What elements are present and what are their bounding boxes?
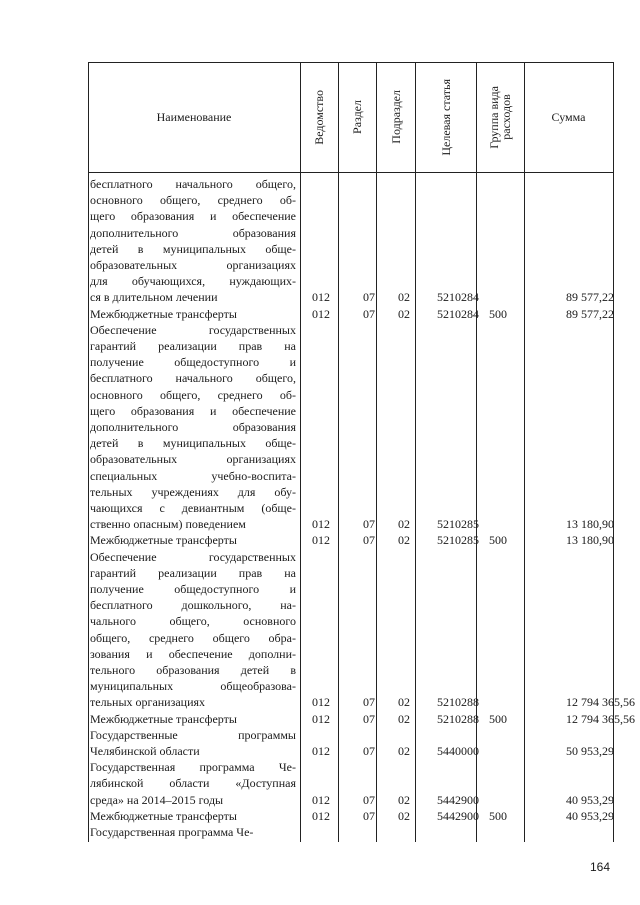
cell-celevaya: 5210285 <box>437 517 479 532</box>
row-name-line: ственно опасным) поведением <box>90 517 246 532</box>
row-name-line: Челябинской области <box>90 744 200 758</box>
cell-ved: 012 <box>312 711 330 726</box>
row-name-line: Межбюджетные трансферты <box>90 306 237 321</box>
cell-razdel: 07 <box>363 695 375 710</box>
row-name-line: Обеспечение государственных <box>90 549 296 564</box>
cell-gruppa: 500 <box>489 808 507 823</box>
row-name-line: основного общего, среднего об- <box>90 387 296 402</box>
cell-celevaya: 5210284 <box>437 306 479 321</box>
row-name-line: ся в длительном лечении <box>90 290 218 305</box>
row-name-line: тельных организациях <box>90 695 206 710</box>
row-name-line: бесплатного дошкольного, на- <box>90 598 296 613</box>
row-name-line: образовательных организациях <box>90 258 296 272</box>
header-name: Наименование <box>156 109 232 124</box>
row-name-line: тельных учреждениях для обу- <box>90 484 296 499</box>
row-name-line: зования и обеспечение дополни- <box>90 646 296 661</box>
cell-podrazdel: 02 <box>398 306 410 321</box>
cell-ved: 012 <box>312 533 330 548</box>
cell-razdel: 07 <box>363 517 375 532</box>
cell-gruppa: 500 <box>489 306 507 321</box>
row-name-line: чального общего, основного <box>90 614 296 629</box>
row-name-line: дополнительного образования <box>90 225 296 240</box>
cell-podrazdel: 02 <box>398 711 410 726</box>
row-name-line: Государственная программа Че- <box>90 760 296 775</box>
row-name-line: детей в муниципальных обще- <box>90 241 296 256</box>
row-name-line: получение общедоступного и <box>90 582 296 596</box>
row-name-line: образовательных организациях <box>90 452 296 467</box>
header-razdel: Раздел <box>350 100 364 134</box>
row-name-line: для обучающихся, нуждающих- <box>90 274 296 289</box>
cell-ved: 012 <box>312 808 330 823</box>
cell-summa: 40 953,29 <box>566 808 614 823</box>
cell-podrazdel: 02 <box>398 695 410 710</box>
cell-ved: 012 <box>312 695 330 710</box>
header-bottom-border <box>88 172 613 173</box>
row-name-line: основного общего, среднего об- <box>90 193 296 208</box>
row-name-line: щего образования и обеспечение <box>90 403 296 418</box>
header-ved: Ведомство <box>312 89 326 145</box>
budget-table <box>88 62 635 842</box>
header-gruppa: Группа вида расходов <box>487 85 513 149</box>
row-name-line: специальных учебно-воспита- <box>90 468 296 483</box>
cell-razdel: 07 <box>363 792 375 807</box>
row-name-line: тельного образования детей в <box>90 663 296 677</box>
row-name-line: гарантий реализации прав на <box>90 565 296 580</box>
row-name-line: бесплатного начального общего, <box>90 371 296 386</box>
cell-ved: 012 <box>312 290 330 305</box>
cell-podrazdel: 02 <box>398 744 410 758</box>
cell-summa: 12 794 365,56 <box>566 695 635 710</box>
cell-celevaya: 5440000 <box>437 744 479 758</box>
header-podrazdel: Подраздел <box>388 90 403 144</box>
cell-summa: 13 180,90 <box>566 517 614 532</box>
page-number: 164 <box>590 860 611 874</box>
cell-celevaya: 5210288 <box>437 711 479 726</box>
row-name-line: щего образования и обеспечение <box>90 209 296 224</box>
row-name-line: Обеспечение государственных <box>90 322 296 337</box>
cell-gruppa: 500 <box>489 711 507 726</box>
cell-summa: 89 577,22 <box>566 306 614 321</box>
cell-razdel: 07 <box>363 808 375 823</box>
cell-summa: 12 794 365,56 <box>566 711 635 726</box>
col-divider <box>338 62 339 842</box>
col-divider <box>415 62 416 842</box>
cell-podrazdel: 02 <box>398 792 410 807</box>
row-name-line: бесплатного начального общего, <box>90 177 296 191</box>
cell-summa: 89 577,22 <box>566 290 614 305</box>
cell-ved: 012 <box>312 517 330 532</box>
row-name-line: Государственные программы <box>90 727 296 742</box>
row-name-line: Межбюджетные трансферты <box>90 808 237 823</box>
col-divider <box>524 62 525 842</box>
cell-ved: 012 <box>312 744 330 758</box>
cell-ved: 012 <box>312 306 330 321</box>
cell-razdel: 07 <box>363 290 375 305</box>
cell-celevaya: 5210285 <box>437 533 479 548</box>
header-summa: Сумма <box>551 109 586 124</box>
row-name-line: лябинской области «Доступная <box>90 776 296 791</box>
cell-summa <box>566 824 610 840</box>
row-name-line: Межбюджетные трансферты <box>90 533 237 548</box>
row-name-line: детей в муниципальных обще- <box>90 436 296 451</box>
cell-celevaya: 5442900 <box>437 808 479 823</box>
cell-razdel: 07 <box>363 744 375 758</box>
row-name-line: дополнительного образования <box>90 420 296 434</box>
col-divider <box>376 62 377 842</box>
col-divider <box>300 62 301 842</box>
cell-razdel: 07 <box>363 711 375 726</box>
cell-celevaya: 5210284 <box>437 290 479 305</box>
cell-summa: 50 953,29 <box>566 744 614 758</box>
col-divider <box>88 62 89 842</box>
row-name-line: Межбюджетные трансферты <box>90 711 237 726</box>
row-name-line: муниципальных общеобразова- <box>90 679 296 694</box>
row-name-line: получение общедоступного и <box>90 355 296 370</box>
cell-podrazdel: 02 <box>398 290 410 305</box>
header-celevaya: Целевая статья <box>438 78 453 156</box>
cell-summa: 40 953,29 <box>566 792 614 807</box>
cell-podrazdel: 02 <box>398 517 410 532</box>
row-name-line: общего, среднего общего обра- <box>90 630 296 645</box>
row-name-line: гарантий реализации прав на <box>90 339 296 353</box>
cell-podrazdel: 02 <box>398 533 410 548</box>
cell-razdel: 07 <box>363 306 375 321</box>
row-name-line: чающихся с девиантным (обще- <box>90 501 296 515</box>
cell-summa: 13 180,90 <box>566 533 614 548</box>
cell-celevaya: 5210288 <box>437 695 479 710</box>
row-name-line: среда» на 2014–2015 годы <box>90 792 224 807</box>
cell-celevaya: 5442900 <box>437 792 479 807</box>
row-name-line: Государственная программа Че- <box>90 825 254 839</box>
cell-gruppa: 500 <box>489 533 507 548</box>
cell-ved: 012 <box>312 792 330 807</box>
cell-razdel: 07 <box>363 533 375 548</box>
cell-podrazdel: 02 <box>398 808 410 823</box>
